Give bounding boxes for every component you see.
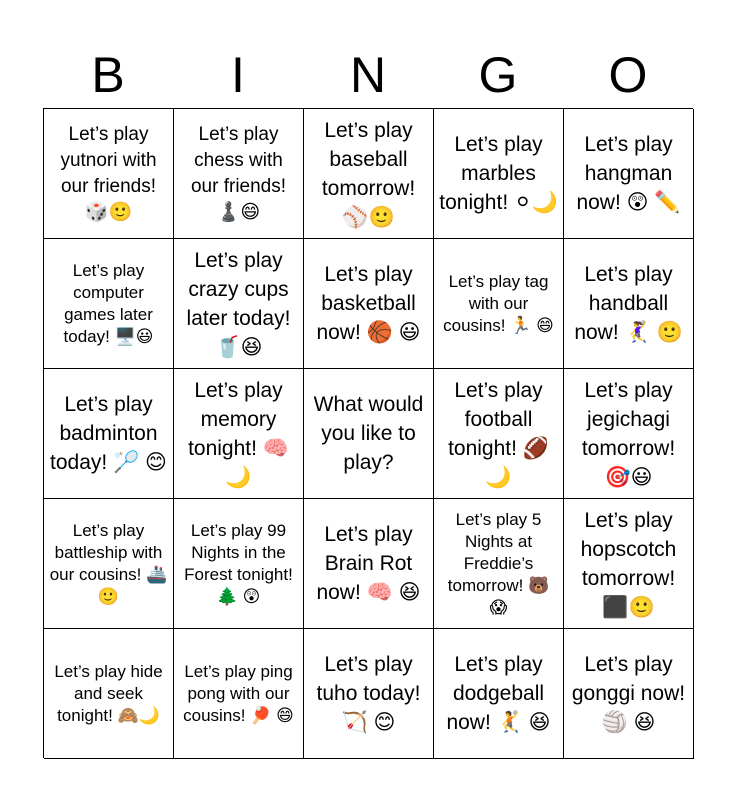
cell-text: Let’s play 5 Nights at Freddie’s tomorrow! 🐻😱 [447, 509, 550, 617]
cell-text: Let’s play 99 Nights in the Forest tonight! 🌲 😲 [184, 520, 293, 606]
header-letter-o: O [608, 47, 648, 103]
bingo-cell[interactable] [174, 499, 304, 629]
cell-text: Let’s play crazy cups later today! 🥤😆 [186, 248, 291, 359]
cell-text: Let’s play battleship with our cousins! 🚢 🙂 [49, 520, 168, 606]
bingo-cell[interactable] [44, 239, 174, 369]
bingo-cell[interactable] [44, 629, 174, 759]
cell-text: Let’s play jegichagi tomorrow! 🎯😃 [581, 378, 676, 489]
bingo-cell[interactable] [564, 239, 694, 369]
header-letter-g: G [478, 47, 518, 103]
cell-text: Let’s play hide and seek tonight! 🙈🌙 [54, 661, 163, 725]
cell-text: Let’s play baseball tomorrow! ⚾🙂 [321, 118, 416, 229]
bingo-cell[interactable] [304, 499, 434, 629]
cell-text: Let’s play badminton today! 🏸 😊 [50, 393, 167, 474]
cell-text: Let’s play marbles tonight! ⚪🌙 [439, 133, 558, 214]
bingo-cell[interactable] [304, 109, 434, 239]
cell-text: Let’s play tag with our cousins! 🏃 😄 [443, 271, 554, 335]
cell-text: Let’s play chess with our friends! ♟️😄 [190, 123, 287, 223]
cell-text: Let’s play handball now! 🤾‍♀️ 🙂 [574, 263, 683, 344]
cell-text: Let’s play Brain Rot now! 🧠 😆 [316, 523, 421, 604]
cell-text: Let’s play dodgeball now! 🤾 😆 [446, 653, 551, 734]
cell-text: Let’s play yutnori with our friends! 🎲🙂 [60, 123, 157, 223]
bingo-cell[interactable] [304, 629, 434, 759]
bingo-cell[interactable] [564, 629, 694, 759]
bingo-cell[interactable] [174, 629, 304, 759]
bingo-cell[interactable] [174, 369, 304, 499]
cell-text: Let’s play ping pong with our cousins! 🏓 😄 [183, 661, 294, 725]
bingo-cell[interactable] [564, 499, 694, 629]
cell-text: Let’s play gonggi now! 🏐 😆 [571, 653, 686, 734]
bingo-cell[interactable] [564, 369, 694, 499]
bingo-cell[interactable] [564, 109, 694, 239]
bingo-cell[interactable] [434, 629, 564, 759]
bingo-grid [43, 108, 693, 758]
cell-text: Let’s play football tonight! 🏈🌙 [448, 378, 549, 489]
bingo-cell[interactable] [434, 369, 564, 499]
cell-text: Let’s play basketball now! 🏀 😃 [316, 263, 421, 344]
bingo-cell[interactable] [174, 109, 304, 239]
cell-text: Let’s play hopscotch tomorrow! ⬛🙂 [580, 508, 677, 619]
cell-text: Let’s play tuho today! 🏹 😊 [316, 653, 421, 734]
bingo-cell[interactable] [174, 239, 304, 369]
bingo-cell[interactable] [44, 499, 174, 629]
header-letter-n: N [349, 47, 387, 103]
bingo-cell[interactable] [434, 109, 564, 239]
cell-text: What would you like to play? [313, 393, 424, 474]
cell-text: Let’s play memory tonight! 🧠🌙 [188, 378, 289, 489]
bingo-cell[interactable] [304, 239, 434, 369]
cell-text: Let’s play hangman now! 😲 ✏️ [576, 133, 681, 214]
header-letter-b: B [91, 47, 125, 103]
bingo-cell[interactable] [434, 499, 564, 629]
header-letter-i: I [231, 47, 245, 103]
bingo-cell[interactable] [434, 239, 564, 369]
bingo-header [43, 42, 693, 108]
bingo-cell[interactable] [44, 109, 174, 239]
cell-text: Let’s play computer games later today! 🖥️😃 [63, 260, 154, 346]
free-space-cell[interactable] [304, 369, 434, 499]
bingo-cell[interactable] [44, 369, 174, 499]
